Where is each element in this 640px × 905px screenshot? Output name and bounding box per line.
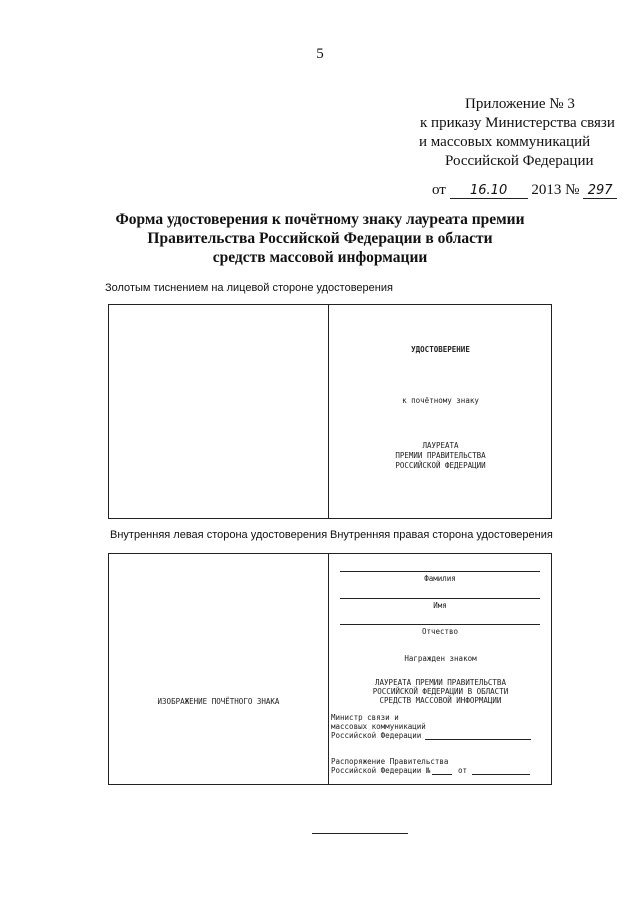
cover-subheading: к почётному знаку [402, 396, 479, 405]
gold-embossing-caption: Золотым тиснением на лицевой стороне удостоверения [105, 282, 393, 294]
badge-image-placeholder: ИЗОБРАЖЕНИЕ ПОЧЁТНОГО ЗНАКА [157, 697, 280, 706]
inner-divider [328, 553, 329, 785]
appendix-block [400, 95, 640, 171]
year-and-number-label: 2013 № [531, 182, 580, 198]
page-number: 5 [316, 46, 324, 62]
name-line [340, 598, 540, 599]
inner-right-caption: Внутренняя правая сторона удостоверения [330, 529, 553, 541]
name-label: Имя [433, 601, 447, 610]
award-line: СРЕДСТВ МАССОВОЙ ИНФОРМАЦИИ [379, 696, 502, 705]
title-line: средств массовой информации [212, 249, 428, 266]
awarded-label: Награжден знаком [404, 654, 477, 663]
order-date-line [472, 774, 530, 775]
cover-laureate-line: РОССИЙСКОЙ ФЕДЕРАЦИИ [395, 461, 486, 470]
end-rule [312, 833, 408, 834]
order-line: Распоряжение Правительства [331, 757, 449, 766]
minister-line: Министр связи и [331, 713, 399, 722]
order-number-line [432, 774, 452, 775]
handwritten-date: 16.10 [450, 183, 528, 199]
certificate-cover-box [108, 304, 552, 519]
award-line: ЛАУРЕАТА ПРЕМИИ ПРАВИТЕЛЬСТВА [375, 678, 506, 687]
title-line: Правительства Российской Федерации в области [147, 230, 493, 247]
minister-signature-line [425, 739, 531, 740]
order-dateline [432, 182, 617, 199]
certificate-inner-box [108, 553, 552, 785]
award-line: РОССИЙСКОЙ ФЕДЕРАЦИИ В ОБЛАСТИ [372, 687, 509, 696]
appendix-line: Российской Федерации [445, 153, 594, 169]
surname-line [340, 571, 540, 572]
cover-heading: УДОСТОВЕРЕНИЕ [411, 345, 470, 354]
cover-divider [328, 304, 329, 519]
form-title [0, 210, 640, 267]
handwritten-number: 297 [583, 183, 617, 199]
title-line: Форма удостоверения к почётному знаку лауреата премии [115, 211, 525, 228]
date-prefix: от [432, 182, 446, 198]
minister-line: массовых коммуникаций [331, 722, 426, 731]
minister-line: Российской Федерации [331, 731, 422, 740]
order-number-label: Российской Федерации № [331, 766, 431, 775]
surname-label: Фамилия [424, 574, 456, 583]
cover-laureate-line: ПРЕМИИ ПРАВИТЕЛЬСТВА [395, 451, 486, 460]
appendix-line: и массовых коммуникаций [419, 134, 591, 150]
order-from-label: от [458, 766, 468, 775]
appendix-line: Приложение № 3 [465, 96, 575, 112]
cover-laureate-line: ЛАУРЕАТА [422, 441, 459, 450]
patronymic-label: Отчество [421, 627, 459, 636]
patronymic-line [340, 624, 540, 625]
appendix-line: к приказу Министерства связи [420, 115, 615, 131]
inner-left-caption: Внутренняя левая сторона удостоверения [110, 529, 328, 541]
